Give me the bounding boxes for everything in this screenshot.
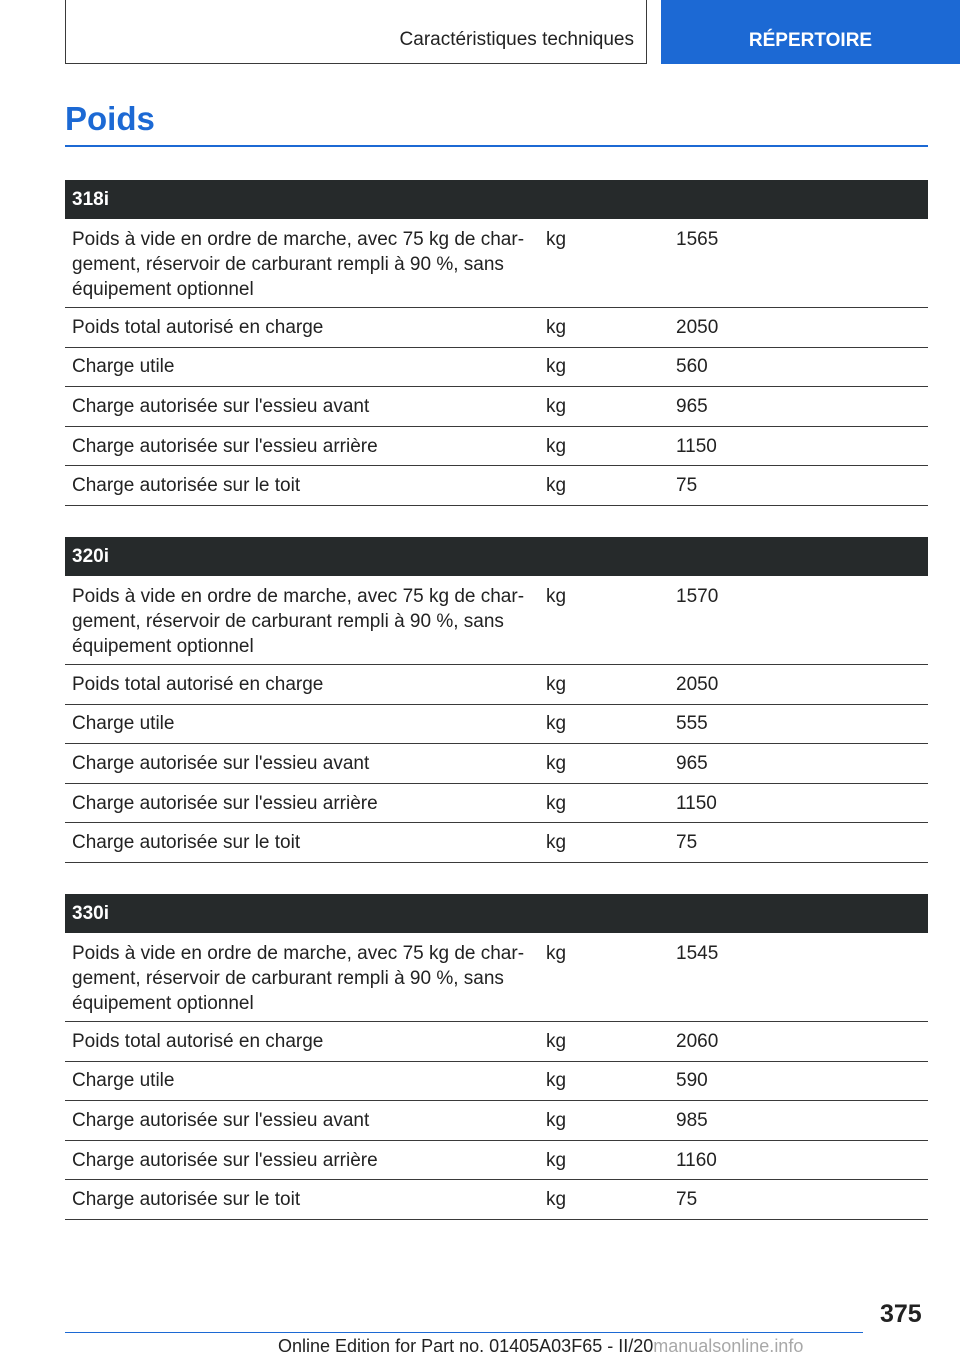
footer-edition	[278, 1336, 803, 1357]
row-unit: kg	[546, 1070, 567, 1092]
row-value: 560	[676, 356, 708, 378]
row-unit: kg	[546, 475, 567, 497]
row-unit: kg	[546, 713, 567, 735]
row-label: Poids total autorisé en charge	[72, 1030, 324, 1052]
table-header: 330i	[65, 894, 928, 933]
table-row	[65, 466, 928, 506]
row-label: Charge autorisée sur le toit	[72, 1189, 301, 1211]
row-value: 75	[676, 475, 698, 497]
row-label: Poids total autorisé en charge	[72, 316, 324, 338]
row-value: 75	[676, 832, 698, 854]
table-row	[65, 933, 928, 1022]
row-value: 965	[676, 752, 708, 774]
row-label: Charge autorisée sur l'essieu avant	[72, 395, 370, 417]
table-row	[65, 744, 928, 784]
weights-table-320i	[65, 537, 928, 863]
row-unit: kg	[546, 1109, 567, 1131]
row-label: Charge autorisée sur l'essieu arrière	[72, 435, 378, 457]
weights-table-318i	[65, 180, 928, 506]
row-label: Charge autorisée sur l'essieu arrière	[72, 1149, 378, 1171]
row-label: Poids à vide en ordre de marche, avec 75 kg de char- gement, réservoir de carburant rempli à 90 %, sans équipement optionnel	[72, 229, 525, 300]
section-tab-label: Caractéristiques techniques	[399, 29, 634, 50]
table-row	[65, 576, 928, 665]
row-value: 2050	[676, 316, 719, 338]
row-label: Charge autorisée sur l'essieu avant	[72, 1109, 370, 1131]
row-unit: kg	[546, 1189, 567, 1211]
footer-divider	[65, 1332, 863, 1333]
row-label: Charge autorisée sur le toit	[72, 832, 301, 854]
table-row	[65, 1141, 928, 1181]
title-divider	[65, 145, 928, 147]
page-title: Poids	[65, 100, 155, 137]
row-unit: kg	[546, 1149, 567, 1171]
row-value: 1150	[676, 792, 717, 814]
row-value: 2060	[676, 1030, 719, 1052]
row-unit: kg	[546, 1030, 567, 1052]
table-header: 318i	[65, 180, 928, 219]
row-unit: kg	[546, 943, 567, 964]
row-label: Charge autorisée sur le toit	[72, 475, 301, 497]
table-row	[65, 1022, 928, 1062]
table-row	[65, 427, 928, 467]
row-unit: kg	[546, 752, 567, 774]
row-unit: kg	[546, 229, 567, 250]
row-value: 1565	[676, 229, 719, 250]
row-label: Charge utile	[72, 713, 175, 735]
row-value: 555	[676, 713, 708, 735]
row-value: 2050	[676, 673, 719, 695]
row-value: 75	[676, 1189, 698, 1211]
row-unit: kg	[546, 673, 567, 695]
row-label: Charge utile	[72, 1070, 175, 1092]
row-value: 1570	[676, 586, 719, 607]
table-row	[65, 387, 928, 427]
table-row	[65, 784, 928, 824]
row-unit: kg	[546, 792, 567, 814]
row-value: 1150	[676, 435, 717, 457]
row-value: 1545	[676, 943, 719, 964]
table-row	[65, 1101, 928, 1141]
table-header: 320i	[65, 537, 928, 576]
index-button[interactable]	[661, 0, 960, 64]
row-value: 1160	[676, 1149, 717, 1171]
row-label: Charge autorisée sur l'essieu arrière	[72, 792, 378, 814]
table-row	[65, 219, 928, 308]
table-row	[65, 1062, 928, 1102]
row-unit: kg	[546, 435, 567, 457]
page-number: 375	[880, 1300, 922, 1328]
row-unit: kg	[546, 395, 567, 417]
row-value: 590	[676, 1070, 708, 1092]
weights-table-330i	[65, 894, 928, 1220]
table-row	[65, 308, 928, 348]
row-unit: kg	[546, 316, 567, 338]
edition-text: Online Edition for Part no. 01405A03F65 - II/20	[278, 1336, 654, 1356]
row-label: Charge utile	[72, 356, 175, 378]
row-label: Poids à vide en ordre de marche, avec 75 kg de char- gement, réservoir de carburant rempli à 90 %, sans équipement optionnel	[72, 943, 525, 1014]
table-row	[65, 665, 928, 705]
table-row	[65, 348, 928, 388]
row-value: 965	[676, 395, 708, 417]
row-label: Charge autorisée sur l'essieu avant	[72, 752, 370, 774]
row-value: 985	[676, 1109, 708, 1131]
row-unit: kg	[546, 356, 567, 378]
section-tab[interactable]	[65, 0, 647, 64]
table-row	[65, 705, 928, 745]
table-row	[65, 1180, 928, 1220]
row-label: Poids à vide en ordre de marche, avec 75 kg de char- gement, réservoir de carburant rempli à 90 %, sans équipement optionnel	[72, 586, 525, 657]
row-unit: kg	[546, 586, 567, 607]
table-row	[65, 823, 928, 863]
row-label: Poids total autorisé en charge	[72, 673, 324, 695]
watermark-text: manualsonline.info	[653, 1336, 804, 1356]
index-button-label: RÉPERTOIRE	[748, 30, 873, 51]
row-unit: kg	[546, 832, 567, 854]
